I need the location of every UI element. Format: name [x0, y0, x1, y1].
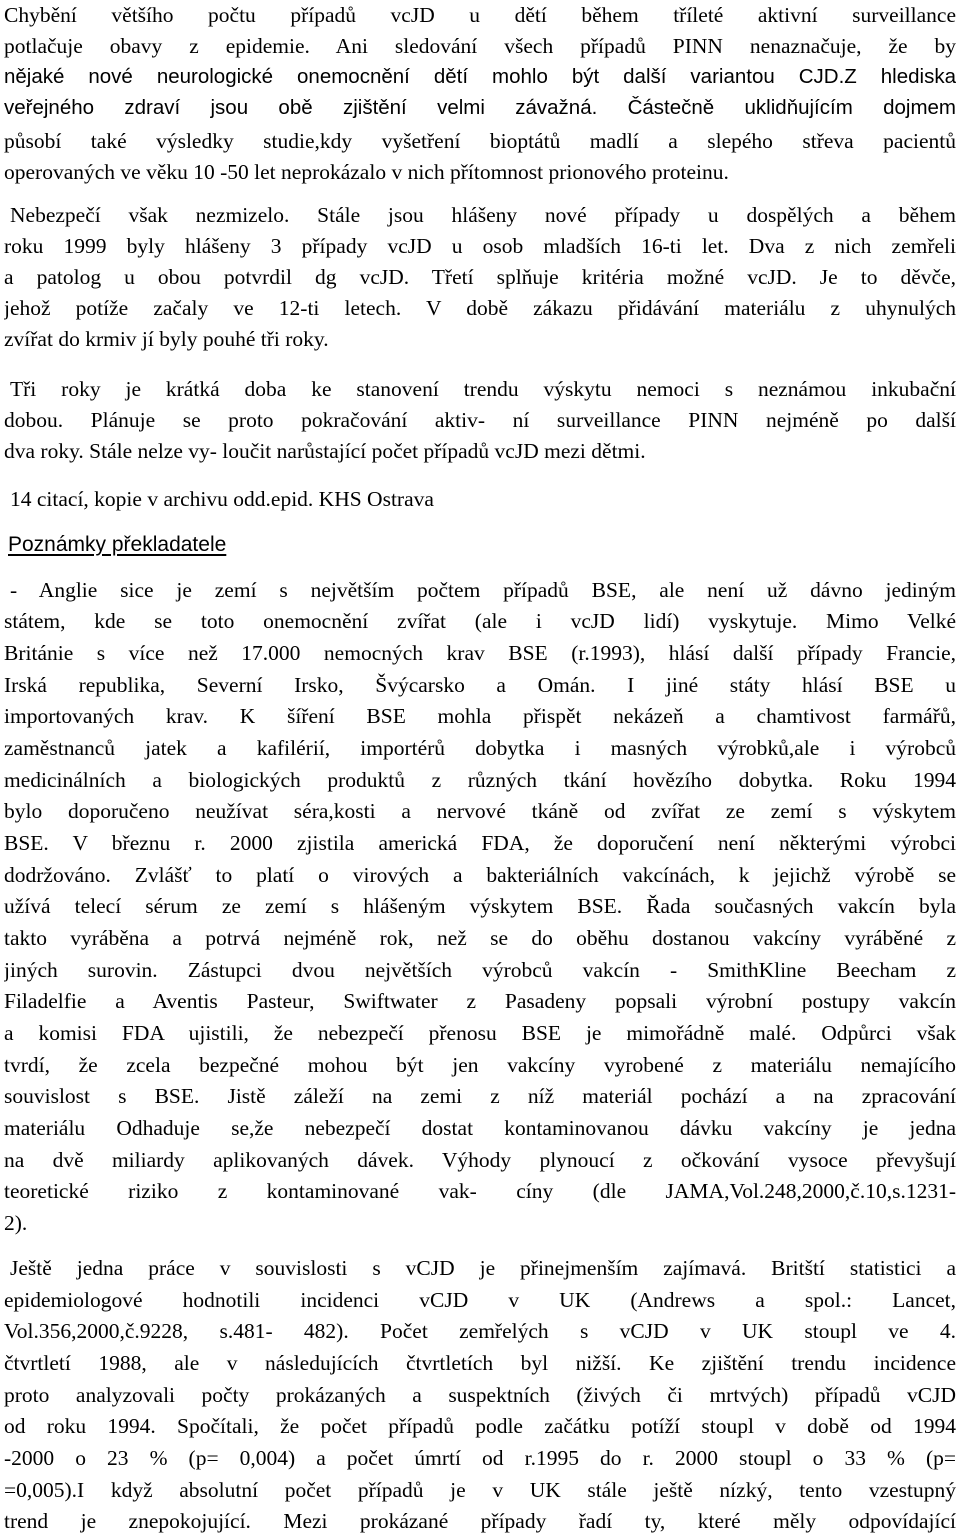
text-line: dodržováno. Zvlášť to platí o virových a bakteriálních vakcínách, k jejichž výrobě se: [4, 863, 956, 887]
text-line: zvířat do krmiv jí byly pouhé tři roky.: [4, 327, 329, 351]
text-line: -2000 o 23 % (p= 0,004) a počet úmrtí od r.1995 do r. 2000 stoupl o 33 % (p=: [4, 1446, 956, 1470]
text-line: 2).: [4, 1211, 28, 1235]
text-line: epidemiologové hodnotili incidenci vCJD v UK (Andrews a spol.: Lancet,: [4, 1288, 956, 1312]
text-line: jiných surovin. Zástupci dvou největších výrobců vakcín - SmithKline Beecham z: [4, 958, 956, 982]
text-line: importovaných krav. K šíření BSE mohla přispět nekázeň a chamtivost farmářů,: [4, 704, 956, 728]
text-line: souvislost s BSE. Jistě záleží na zemi z níž materiál pochází a na zpracování: [4, 1084, 956, 1108]
text-line: operovaných ve věku 10 -50 let neprokázalo v nich přítomnost prionového proteinu.: [4, 160, 729, 184]
text-line: Vol.356,2000,č.9228, s.481- 482). Počet zemřelých s vCJD v UK stoupl ve 4.: [4, 1319, 956, 1343]
text-line: jehož potíže začaly ve 12-ti letech. V době zákazu přidávání materiálu z uhynulých: [4, 296, 956, 320]
text-line: od roku 1994. Spočítali, že počet případů podle začátku potíží stoupl v době od 1994: [4, 1414, 956, 1438]
text-line: proto analyzovali počty prokázaných a suspektních (živých či mrtvých) případů vCJD: [4, 1383, 956, 1407]
text-line: trend je znepokojující. Mezi prokázané případy řadí ty, které měly odpovídající: [4, 1509, 956, 1533]
section-heading: Poznámky překladatele: [8, 533, 227, 556]
text-line: teoretické riziko z kontaminované vak- cíny (dle JAMA,Vol.248,2000,č.10,s.1231-: [4, 1179, 956, 1203]
text-line: a patolog u obou potvrdil dg vcJD. Třetí splňuje kritéria možné vcJD. Je to děvče,: [4, 265, 956, 289]
text-line: - Anglie sice je zemí s největším počtem případů BSE, ale není už dávno jediným: [10, 578, 956, 602]
text-line: Filadelfie a Aventis Pasteur, Swiftwater z Pasadeny popsali výrobní postupy vakcín: [4, 989, 956, 1013]
text-line: zaměstnanců jatek a kafilérií, importérů dobytka i masných výrobků,ale i výrobců: [4, 736, 956, 760]
text-line: Tři roky je krátká doba ke stanovení trendu výskytu nemoci s neznámou inkubační: [10, 377, 956, 401]
text-line: Ještě jedna práce v souvislosti s vCJD je přinejmenším zajímavá. Britští statistici a: [10, 1256, 956, 1280]
text-line: Chybění většího počtu případů vcJD u dětí během tříleté aktivní surveillance: [4, 3, 956, 27]
text-line: působí také výsledky studie,kdy vyšetření bioptátů madlí a slepého střeva pacientů: [4, 129, 956, 153]
text-line: Británie s více než 17.000 nemocných krav BSE (r.1993), hlásí další případy Francie,: [4, 641, 956, 665]
text-line: nějaké nové neurologické onemocnění dětí mohlo být další variantou CJD.Z hlediska: [4, 65, 956, 88]
text-line: dobou. Plánuje se proto pokračování aktiv- ní surveillance PINN nejméně po další: [4, 408, 956, 432]
text-line: BSE. V březnu r. 2000 zjistila americká FDA, že doporučení není některými výrobci: [4, 831, 956, 855]
text-line: medicinálních a biologických produktů z různých tkání hovězího dobytka. Roku 1994: [4, 768, 956, 792]
citation-note: 14 citací, kopie v archivu odd.epid. KHS Ostrava: [10, 487, 434, 511]
text-line: na dvě miliardy aplikovaných dávek. Výhody plynoucí z očkování vysoce převyšují: [4, 1148, 956, 1172]
text-line: potlačuje obavy z epidemie. Ani sledování všech případů PINN nenaznačuje, že by: [4, 34, 956, 58]
text-line: veřejného zdraví jsou obě zjištění velmi závažná. Částečně uklidňujícím dojmem: [4, 96, 956, 119]
text-line: takto vyráběna a potrvá nejméně rok, než se do oběhu dostanou vakcíny vyráběné z: [4, 926, 956, 950]
text-line: bylo doporučeno neužívat séra,kosti a nervové tkáně od zvířat ze zemí s výskytem: [4, 799, 956, 823]
text-line: Irská republika, Severní Irsko, Švýcarsko a Omán. I jiné státy hlásí BSE u: [4, 673, 956, 697]
text-line: materiálu Odhaduje se,že nebezpečí dostat kontaminovanou dávku vakcíny je jedna: [4, 1116, 956, 1140]
text-line: roku 1999 byly hlášeny 3 případy vcJD u osob mladších 16-ti let. Dva z nich zemřeli: [4, 234, 956, 258]
text-line: státem, kde se toto onemocnění zvířat (ale i vcJD lidí) vyskytuje. Mimo Velké: [4, 609, 956, 633]
text-line: dva roky. Stále nelze vy- loučit narůstající počet případů vcJD mezi dětmi.: [4, 439, 646, 463]
text-line: užívá telecí sérum ze zemí s hlášeným výskytem BSE. Řada současných vakcín byla: [4, 894, 956, 918]
text-line: tvrdí, že zcela bezpečné mohou být jen vakcíny vyrobené z materiálu nemajícího: [4, 1053, 956, 1077]
text-line: =0,005).I když absolutní počet případů je v UK stále ještě nízký, tento vzestupný: [4, 1478, 956, 1502]
text-line: čtvrtletí 1988, ale v následujících čtvrtletích byl nižší. Ke zjištění trendu incidence: [4, 1351, 956, 1375]
text-line: Nebezpečí však nezmizelo. Stále jsou hlášeny nové případy u dospělých a během: [10, 203, 956, 227]
text-line: a komisi FDA ujistili, že nebezpečí přenosu BSE je mimořádně malé. Odpůrci však: [4, 1021, 956, 1045]
